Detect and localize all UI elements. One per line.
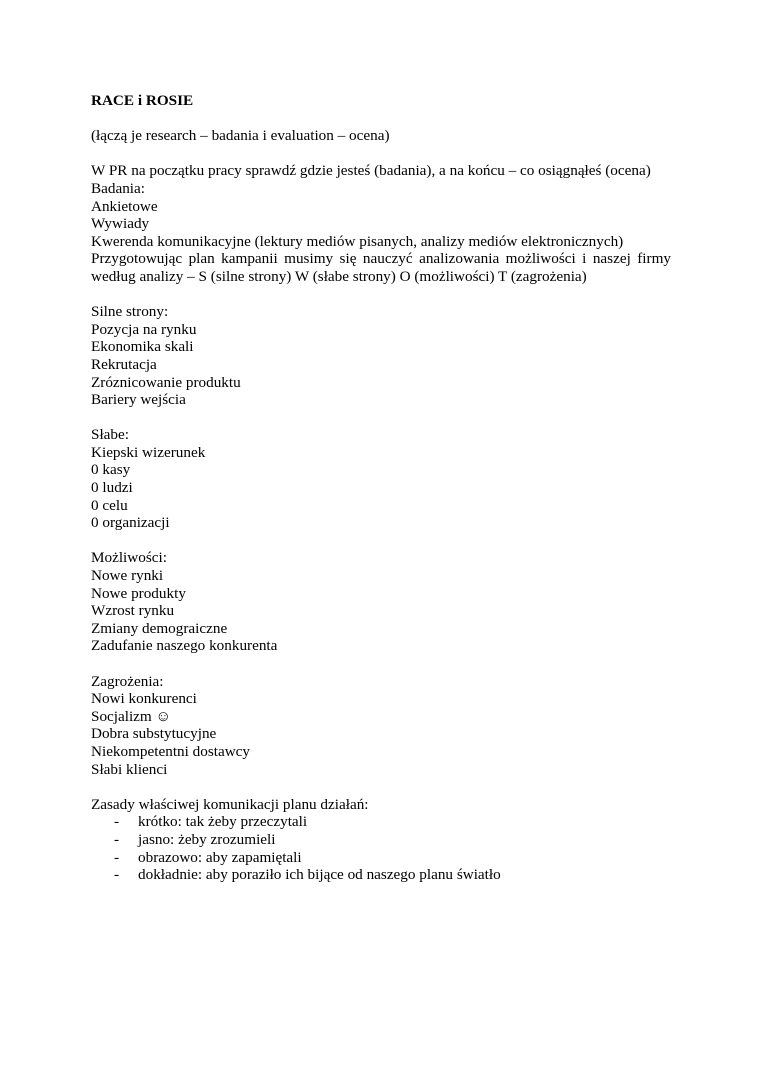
rules-item-text: dokładnie: aby poraziło ich bijące od naszego planu światło (138, 866, 501, 884)
spacer (91, 532, 671, 550)
rules-item (91, 849, 671, 867)
strengths-item: Pozycja na rynku (91, 320, 197, 338)
strengths-item: Bariery wejścia (91, 391, 186, 409)
opportunities-item: Nowe rynki (91, 567, 164, 585)
threats-item: Niekompetentni dostawcy (91, 742, 251, 760)
badania-item: Wywiady (91, 215, 150, 233)
strengths-item: Rekrutacja (91, 355, 157, 373)
strengths-item: Zróznicowanie produktu (91, 373, 241, 391)
intro-line: W PR na początku pracy sprawdź gdzie jesteś (badania), a na końcu – co osiągnąłeś (ocena) (91, 162, 651, 180)
document-title: RACE i ROSIE (91, 92, 194, 109)
opportunities-item: Nowe produkty (91, 584, 186, 602)
threats-item: Nowi konkurenci (91, 690, 197, 708)
rules-item (91, 813, 671, 831)
weaknesses-item: 0 organizacji (91, 514, 170, 532)
spacer (91, 655, 671, 673)
spacer (91, 145, 671, 163)
document-page (91, 92, 671, 884)
dash-bullet: - (114, 830, 120, 848)
rules-item-text: krótko: tak żeby przeczytali (138, 813, 308, 831)
rules-item (91, 831, 671, 849)
weaknesses-item: Kiepski wizerunek (91, 443, 206, 461)
spacer (91, 778, 671, 796)
rules-item (91, 866, 671, 884)
threats-item: Słabi klienci (91, 760, 168, 778)
spacer (91, 286, 671, 304)
opportunities-item: Wzrost rynku (91, 602, 175, 620)
rules-item-text: jasno: żeby zrozumieli (138, 830, 276, 848)
weaknesses-item: 0 celu (91, 496, 128, 514)
rules-heading: Zasady właściwej komunikacji planu działań: (91, 795, 369, 813)
weaknesses-heading: Słabe: (91, 426, 129, 444)
weaknesses-item: 0 kasy (91, 461, 131, 479)
spacer (91, 409, 671, 427)
opportunities-heading: Możliwości: (91, 549, 167, 567)
dash-bullet: - (114, 866, 120, 884)
badania-heading: Badania: (91, 179, 145, 197)
dash-bullet: - (114, 848, 120, 866)
badania-item: Ankietowe (91, 197, 158, 215)
spacer (91, 110, 671, 128)
dash-bullet: - (114, 813, 120, 831)
document-subtitle: (łączą je research – badania i evaluation – ocena) (91, 127, 390, 145)
swot-paragraph-line-1: Przygotowując plan kampanii musimy się nauczyć analizowania możliwości i naszej firmy (91, 250, 671, 268)
opportunities-item: Zadufanie naszego konkurenta (91, 637, 278, 655)
rules-item-text: obrazowo: aby zapamiętali (138, 848, 302, 866)
opportunities-item: Zmiany demograiczne (91, 619, 228, 637)
badania-item: Kwerenda komunikacyjne (lektury mediów pisanych, analizy mediów elektronicznych) (91, 232, 624, 250)
threats-item: Socjalizm ☺ (91, 707, 172, 725)
threats-heading: Zagrożenia: (91, 672, 164, 690)
swot-paragraph-line-2: według analizy – S (silne strony) W (słabe strony) O (możliwości) T (zagrożenia) (91, 267, 587, 285)
strengths-item: Ekonomika skali (91, 338, 194, 356)
weaknesses-item: 0 ludzi (91, 479, 133, 497)
strengths-heading: Silne strony: (91, 303, 169, 321)
threats-item: Dobra substytucyjne (91, 725, 217, 743)
rules-list (91, 813, 671, 883)
